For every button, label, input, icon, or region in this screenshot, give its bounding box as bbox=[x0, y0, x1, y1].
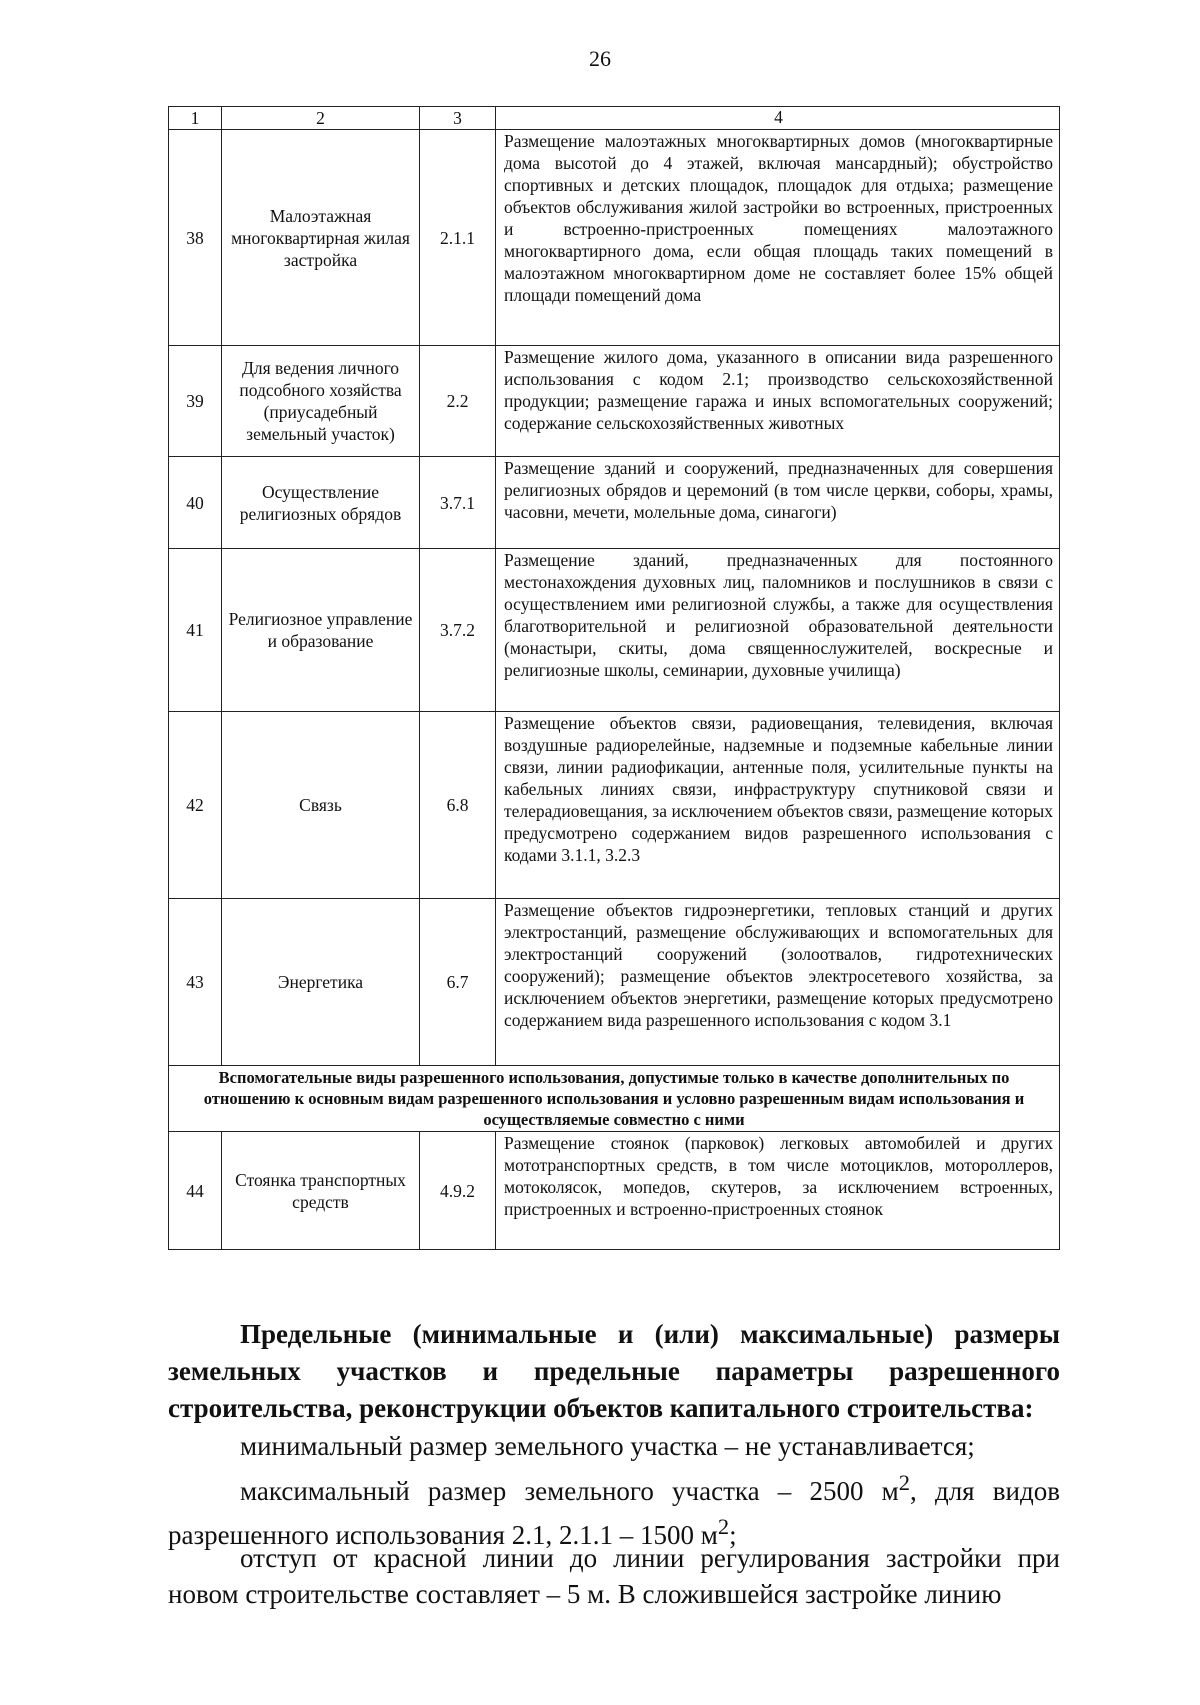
row-number: 43 bbox=[169, 899, 222, 1066]
row-number: 40 bbox=[169, 457, 222, 549]
text-fragment: максимальный размер земельного участка – 2500 м bbox=[240, 1476, 899, 1506]
use-type-description: Размещение зданий и сооружений, предназначенных для совершения религиозных обрядов и церемоний (в том числе церкви, соборы, храмы, часовни, мечети, молельные дома, синагоги) bbox=[496, 457, 1060, 549]
use-type-code: 2.1.1 bbox=[420, 130, 496, 346]
use-type-description: Размещение объектов связи, радиовещания, телевидения, включая воздушные радиорелейные, надземные и подземные кабельные линии связи, линии радиофикации, антенные поля, усилительные пункты на кабельных линиях связи, инфраструктуру спутниковой связи и телерадиовещания, за исключением объектов связи, размещение которых предусмотрено содержанием видов разрешенного использования с кодами 3.1.1, 3.2.3 bbox=[496, 712, 1060, 899]
use-type-code: 2.2 bbox=[420, 346, 496, 457]
use-type-description: Размещение жилого дома, указанного в описании вида разрешенного использования с кодом 2.1; производство сельскохозяйственной продукции; размещение гаража и иных вспомогательных сооружений; содержание сельскохозяйственных животных bbox=[496, 346, 1060, 457]
use-type-name: Религиозное управление и образование bbox=[222, 549, 420, 712]
use-type-name: Энергетика bbox=[222, 899, 420, 1066]
row-number: 38 bbox=[169, 130, 222, 346]
use-type-description: Размещение малоэтажных многоквартирных домов (многоквартирные дома высотой до 4 этажей, включая мансардный); обустройство спортивных и детских площадок, площадок для отдыха; размещение объектов обслуживания жилой застройки во встроенных, пристроенных и встроенно-пристроенных помещениях малоэтажного многоквартирного дома, если общая площадь таких помещений в малоэтажном многоквартирном доме не составляет более 15% общей площади помещений дома bbox=[496, 130, 1060, 346]
table-header-row bbox=[169, 107, 1060, 130]
table-row bbox=[169, 712, 1060, 899]
column-header: 2 bbox=[222, 107, 420, 130]
use-type-code: 6.8 bbox=[420, 712, 496, 899]
row-number: 44 bbox=[169, 1132, 222, 1250]
column-header: 1 bbox=[169, 107, 222, 130]
table-row bbox=[169, 457, 1060, 549]
use-type-code: 3.7.2 bbox=[420, 549, 496, 712]
column-header: 3 bbox=[420, 107, 496, 130]
use-type-code: 6.7 bbox=[420, 899, 496, 1066]
table-row bbox=[169, 130, 1060, 346]
table-row bbox=[169, 346, 1060, 457]
table-subheader-row bbox=[169, 1066, 1060, 1132]
use-type-description: Размещение стоянок (парковок) легковых автомобилей и других мототранспортных средств, в том числе мотоциклов, мотороллеров, мотоколясок, мопедов, скутеров, за исключением встроенных, пристроенных и встроенно-пристроенных стоянок bbox=[496, 1132, 1060, 1250]
use-type-name: Для ведения личного подсобного хозяйства (приусадебный земельный участок) bbox=[222, 346, 420, 457]
page-number: 26 bbox=[589, 46, 611, 71]
use-type-name: Осуществление религиозных обрядов bbox=[222, 457, 420, 549]
use-type-code: 3.7.1 bbox=[420, 457, 496, 549]
table-row bbox=[169, 1132, 1060, 1250]
row-number: 41 bbox=[169, 549, 222, 712]
superscript: 2 bbox=[717, 1514, 730, 1539]
superscript: 2 bbox=[898, 1470, 911, 1495]
use-type-description: Размещение объектов гидроэнергетики, тепловых станций и других электростанций, размещение обслуживающих и вспомогательных для электростанций сооружений (золоотвалов, гидротехнических сооружений); размещение объектов электросетевого хозяйства, за исключением объектов энергетики, размещение которых предусмотрено содержанием вида разрешенного использования с кодом 3.1 bbox=[496, 899, 1060, 1066]
text-fragment: ; bbox=[729, 1520, 737, 1550]
row-number: 42 bbox=[169, 712, 222, 899]
column-header: 4 bbox=[496, 107, 1060, 130]
paragraph-min-plot-size: минимальный размер земельного участка – не устанавливается; bbox=[240, 1431, 975, 1461]
paragraph-setback: отступ от красной линии до линии регулирования застройки при новом строительстве составляет – 5 м. В сложившейся застройке линию bbox=[168, 1543, 1060, 1609]
auxiliary-uses-subheader: Вспомогательные виды разрешенного использования, допустимые только в качестве дополнительных по отношению к основным видам разрешенного использования и условно разрешенным видам использования и осуществляемые совместно с ними bbox=[169, 1066, 1060, 1132]
row-number: 39 bbox=[169, 346, 222, 457]
text-fragment: , для видов разрешенного использования 2.1, 2.1.1 – 1500 м bbox=[168, 1476, 1060, 1550]
table-row bbox=[169, 549, 1060, 712]
use-type-name: Малоэтажная многоквартирная жилая застройка bbox=[222, 130, 420, 346]
use-type-code: 4.9.2 bbox=[420, 1132, 496, 1250]
use-type-description: Размещение зданий, предназначенных для постоянного местонахождения духовных лиц, паломников и послушников в связи с осуществлением ими религиозной службы, а также для осуществления благотворительной и религиозной образовательной деятельности (монастыри, скиты, дома священнослужителей, воскресные и религиозные школы, семинарии, духовные училища) bbox=[496, 549, 1060, 712]
land-use-table bbox=[168, 106, 1060, 1250]
use-type-name: Стоянка транспортных средств bbox=[222, 1132, 420, 1250]
table-row bbox=[169, 899, 1060, 1066]
section-heading: Предельные (минимальные и (или) максимальные) размеры земельных участков и предельные параметры разрешенного строительства, реконструкции объектов капитального строительства: bbox=[168, 1319, 1060, 1423]
use-type-name: Связь bbox=[222, 712, 420, 899]
